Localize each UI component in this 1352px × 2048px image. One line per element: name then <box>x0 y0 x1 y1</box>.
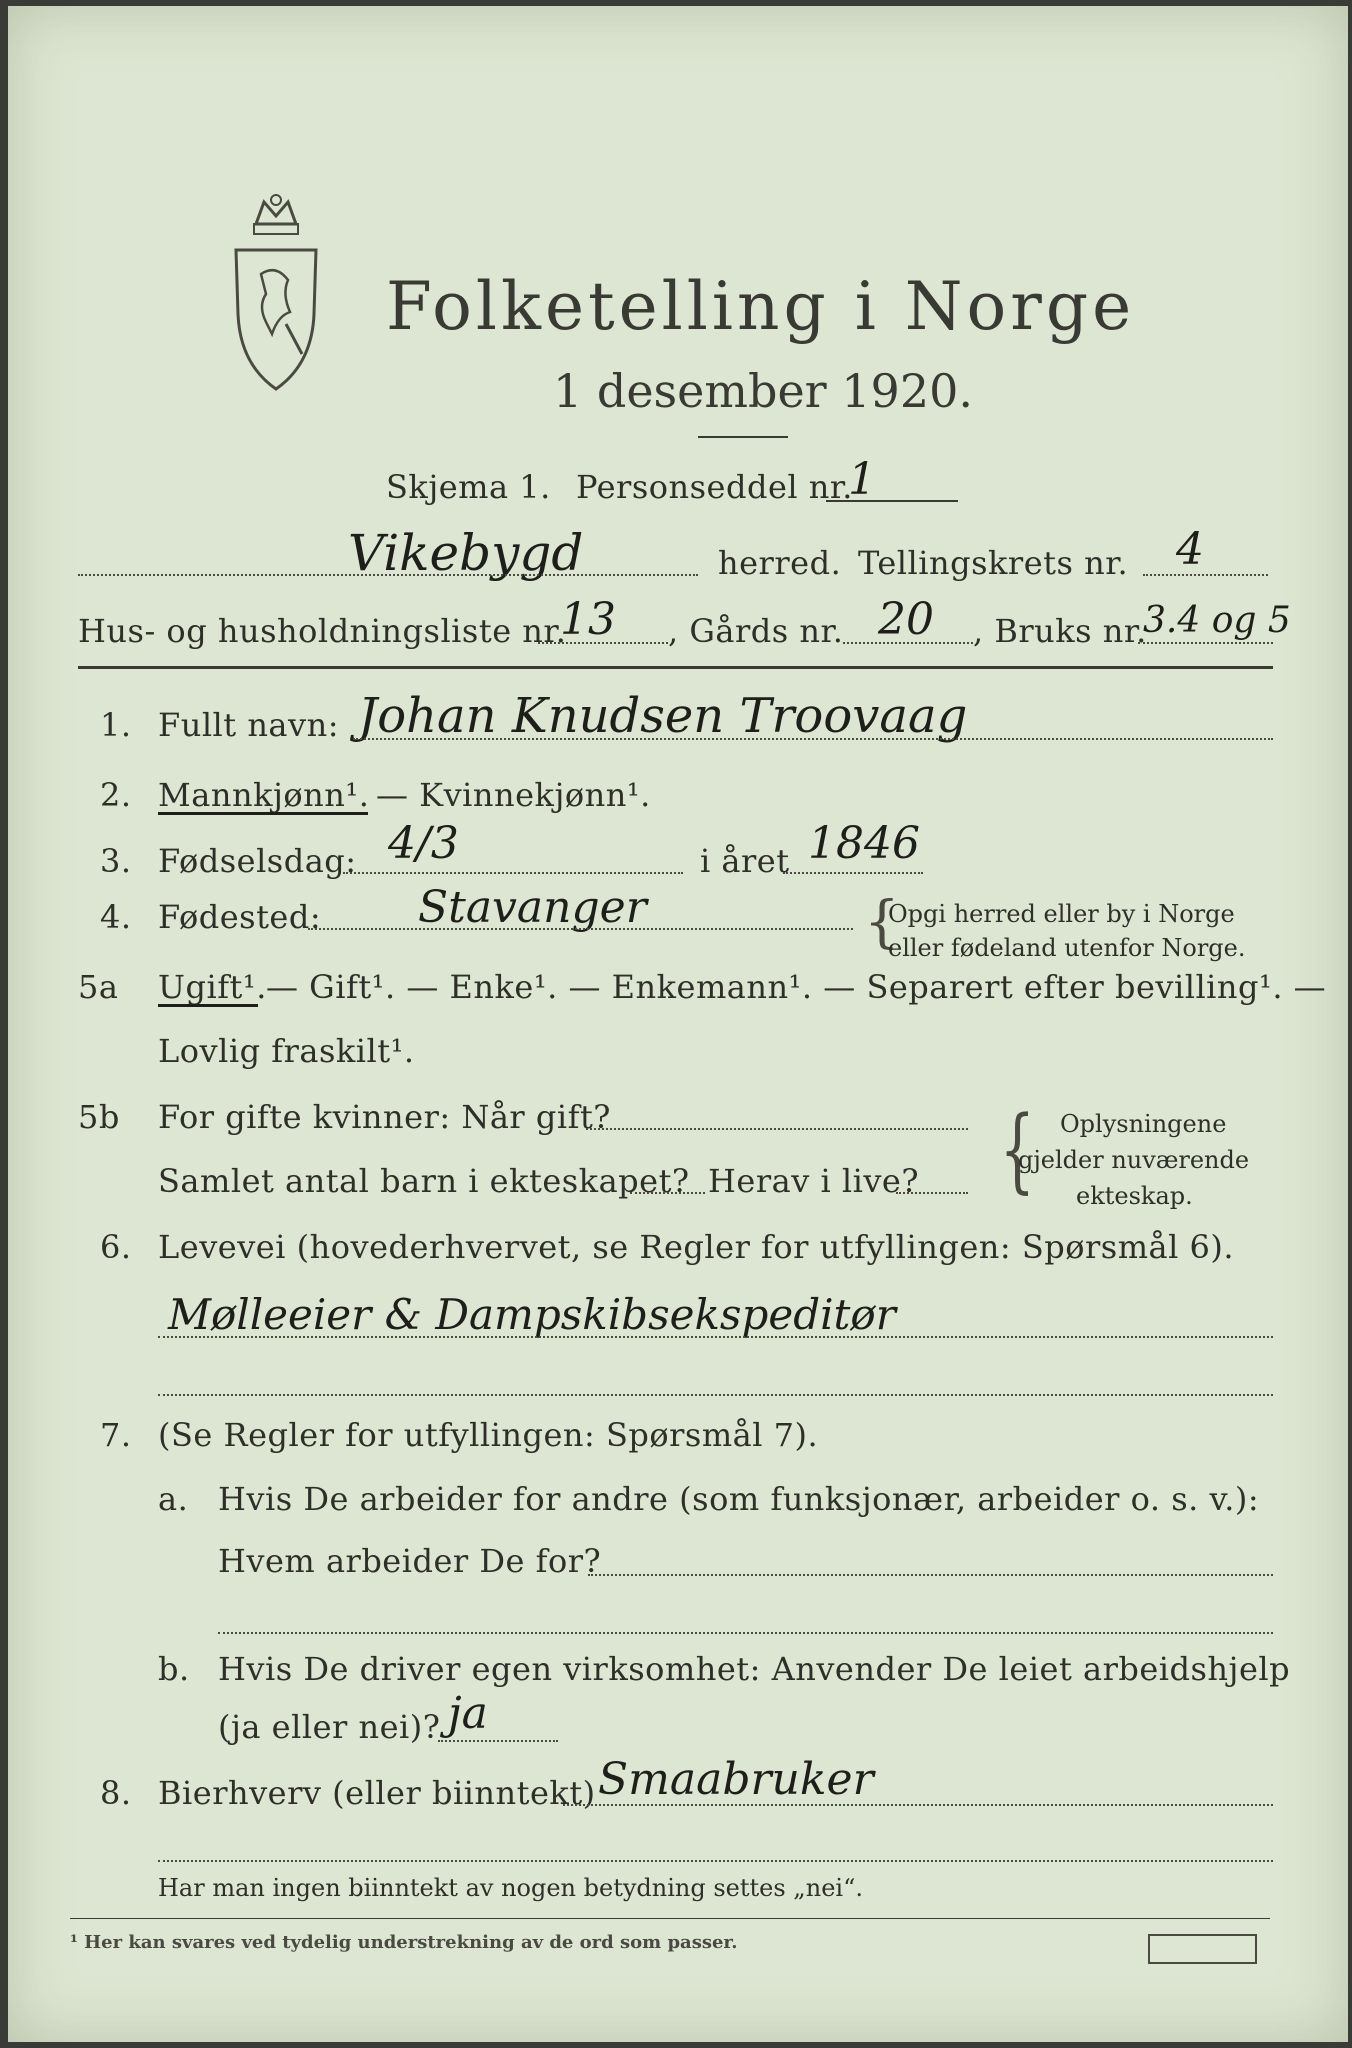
header-divider <box>78 666 1273 669</box>
gards-line <box>843 642 973 644</box>
q8-label: Bierhverv (eller biinntekt) <box>158 1774 596 1812</box>
q8-number: 8. <box>100 1774 132 1812</box>
bruks-line <box>1138 642 1273 644</box>
q3-year-line <box>783 872 923 874</box>
q3-number: 3. <box>100 842 132 880</box>
q5b-children: Samlet antal barn i ekteskapet? <box>158 1162 690 1200</box>
personseddel-line <box>826 500 958 502</box>
q2-kvinne: — Kvinnekjønn¹. <box>376 776 651 814</box>
q5a-options: — Gift¹. — Enke¹. — Enkemann¹. — Separert efter bevilling¹. — <box>266 968 1327 1006</box>
q4-label: Fødested: <box>158 898 322 936</box>
q5b-alive: Herav i live? <box>708 1162 920 1200</box>
q6-number: 6. <box>100 1228 132 1266</box>
q5b-brace-icon: { <box>999 1096 1035 1203</box>
q7a-line2: Hvem arbeider De for? <box>218 1542 602 1580</box>
bruks-value: 3.4 og 5 <box>1143 600 1291 641</box>
q3-line <box>343 872 683 874</box>
herred-value: Vikebygd <box>348 524 584 582</box>
q7-number: 7. <box>100 1416 132 1454</box>
q8-value: Smaabruker <box>598 1754 874 1805</box>
q5b-number: 5b <box>78 1098 120 1136</box>
q7b-number: b. <box>158 1650 190 1688</box>
q7b-value: ja <box>448 1688 488 1739</box>
q5b-note-3: ekteskap. <box>1076 1182 1193 1210</box>
q4-number: 4. <box>100 898 132 936</box>
q7a-number: a. <box>158 1480 189 1518</box>
q6-line-2 <box>158 1394 1273 1396</box>
footer-divider <box>70 1918 1270 1919</box>
krets-label: Tellingskrets nr. <box>858 544 1129 582</box>
q7-label: (Se Regler for utfyllingen: Spørsmål 7). <box>158 1416 819 1454</box>
q4-note-2: eller fødeland utenfor Norge. <box>888 934 1246 962</box>
personseddel-value: 1 <box>848 454 876 505</box>
q1-value: Johan Knudsen Troovaag <box>358 688 968 744</box>
q3-year-value: 1846 <box>808 818 920 869</box>
q4-line <box>308 928 853 930</box>
krets-line <box>1143 574 1268 576</box>
gards-value: 20 <box>878 594 934 645</box>
q5a-ugift: Ugift¹. <box>158 968 267 1006</box>
census-date: 1 desember 1920. <box>553 364 973 418</box>
q5a-line2: Lovlig fraskilt¹. <box>158 1032 415 1070</box>
q8-extra-line <box>158 1860 1273 1862</box>
hus-label: Hus- og husholdningsliste nr. <box>78 612 567 650</box>
personseddel-label: Personseddel nr. <box>576 468 853 506</box>
q4-value: Stavanger <box>418 882 647 933</box>
form-title: Folketelling i Norge <box>386 268 1136 345</box>
norway-coat-of-arms-icon <box>226 194 326 394</box>
q6-label: Levevei (hovederhvervet, se Regler for utfyllingen: Spørsmål 6). <box>158 1228 1235 1266</box>
q3-year-label: i året <box>700 842 790 880</box>
bruks-label: , Bruks nr. <box>973 612 1147 650</box>
q2-mann-underline <box>158 812 368 815</box>
q7a-line1: Hvis De arbeider for andre (som funksjonær, arbeider o. s. v.): <box>218 1480 1260 1518</box>
title-divider <box>698 436 788 438</box>
q5b-when-line <box>586 1128 968 1130</box>
q7a-extra-line <box>218 1632 1273 1634</box>
skjema-label: Skjema 1. <box>386 468 551 506</box>
herred-line <box>78 574 698 576</box>
q3-value: 4/3 <box>388 818 459 869</box>
print-stamp <box>1148 1934 1257 1964</box>
q4-note-1: Opgi herred eller by i Norge <box>888 900 1235 928</box>
q7b-line1: Hvis De driver egen virksomhet: Anvender De leiet arbeidshjelp <box>218 1650 1291 1688</box>
q7b-line2: (ja eller nei)? <box>218 1708 441 1746</box>
q5b-note-1: Oplysningene <box>1060 1110 1227 1138</box>
q7b-answer-line <box>438 1740 558 1742</box>
footer-note: Har man ingen biinntekt av nogen betydning settes „nei“. <box>158 1874 863 1902</box>
q5b-line1: For gifte kvinner: Når gift? <box>158 1098 611 1136</box>
census-form <box>8 6 1348 2042</box>
q2-mann: Mannkjønn¹. <box>158 776 370 814</box>
footnote: ¹ Her kan svares ved tydelig understrekning av de ord som passer. <box>70 1932 738 1953</box>
q4-brace-icon: { <box>864 890 900 955</box>
hus-line <box>538 642 668 644</box>
q2-number: 2. <box>100 776 132 814</box>
krets-value: 4 <box>1176 524 1204 575</box>
q1-line <box>353 738 1273 740</box>
q7a-answer-line <box>588 1574 1273 1576</box>
q8-line <box>563 1804 1273 1806</box>
q3-label: Fødselsdag: <box>158 842 357 880</box>
q5b-note-2: gjelder nuværende <box>1018 1146 1250 1174</box>
q1-label: Fullt navn: <box>158 706 339 744</box>
q5b-children-line <box>630 1192 705 1194</box>
gards-label: , Gårds nr. <box>668 612 844 650</box>
q5b-alive-line <box>896 1192 968 1194</box>
q5a-ugift-underline <box>158 1004 258 1007</box>
q6-line-1 <box>158 1336 1273 1338</box>
q5a-number: 5a <box>78 968 119 1006</box>
hus-value: 13 <box>560 594 616 645</box>
herred-label: herred. <box>718 544 842 582</box>
q1-number: 1. <box>100 706 132 744</box>
q6-value: Mølleeier & Dampskibsekspeditør <box>168 1290 896 1339</box>
